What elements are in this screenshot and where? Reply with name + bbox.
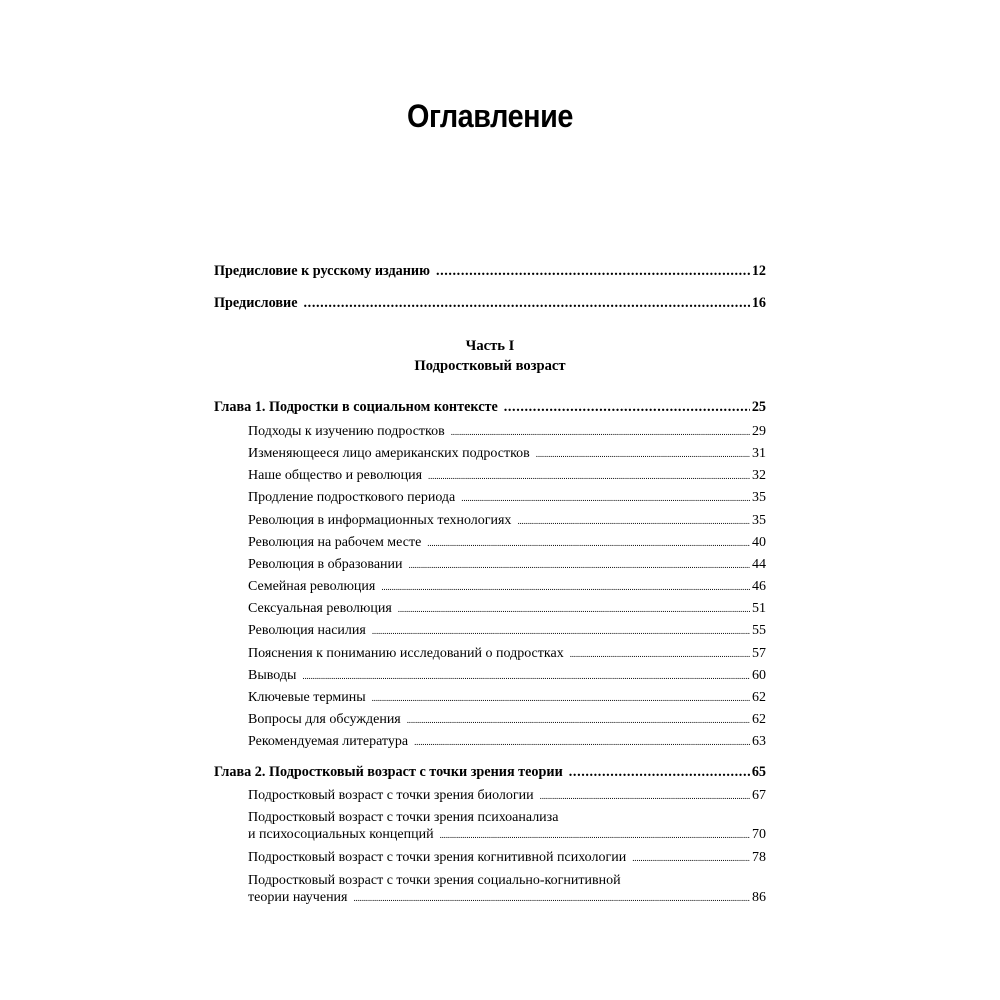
toc-section[interactable] [248,423,766,441]
toc-entry-page: 16 [751,295,766,311]
toc-section-title: и психосоциальных концепций [248,827,434,842]
toc-section-title: Продление подросткового периода [248,490,456,505]
dot-leader [381,579,750,596]
toc-section[interactable] [248,809,766,844]
toc-entry-chapter-1[interactable] [214,399,766,416]
toc-section-title: Вопросы для обсуждения [248,712,401,727]
toc-section[interactable] [248,787,766,805]
toc-section-title: Революция в образовании [248,557,403,572]
toc-section-title-line1: Подростковый возраст с точки зрения социально-когнитивной [248,873,621,888]
toc-section-title: Рекомендуемая литература [248,734,409,749]
toc-section[interactable] [248,667,766,685]
toc-section-title: Революция в информационных технологиях [248,513,512,528]
dot-leader [517,513,750,530]
dot-leader [569,764,750,781]
toc-section-page: 55 [752,623,766,638]
dot-leader [436,263,750,280]
toc-section-page: 70 [752,827,766,842]
toc-section-title: Ключевые термины [248,690,366,705]
toc-entry-title: Глава 1. Подростки в социальном контексте [214,399,498,415]
toc-section-title: Подростковый возраст с точки зрения когнитивной психологии [248,850,627,865]
toc-section[interactable] [248,512,766,530]
toc-section-page: 57 [752,646,766,661]
toc-section-title: Наше общество и революция [248,468,423,483]
toc-section-page: 46 [752,579,766,594]
toc-section-page: 63 [752,734,766,749]
toc-section[interactable] [248,733,766,751]
toc-section-page: 62 [752,712,766,727]
dot-leader [427,535,750,552]
toc-section[interactable] [248,489,766,507]
toc-section-title: теории научения [248,890,348,905]
toc-section[interactable] [248,622,766,640]
toc-section[interactable] [248,689,766,707]
toc-entry-page: 25 [751,399,766,415]
toc-section-page: 35 [752,513,766,528]
toc-section-page: 60 [752,668,766,683]
toc-section-title: Революция на рабочем месте [248,535,422,550]
toc-section-page: 44 [752,557,766,572]
toc-section[interactable] [248,711,766,729]
dot-leader [302,668,750,685]
dot-leader [398,601,750,618]
toc-section[interactable] [248,556,766,574]
dot-leader [540,788,750,805]
toc-section-page: 40 [752,535,766,550]
toc-section-page: 51 [752,601,766,616]
toc-section[interactable] [248,645,766,663]
toc-section-page: 29 [752,424,766,439]
dot-leader [461,490,750,507]
dot-leader [632,850,750,867]
toc-entry-page: 65 [751,764,766,780]
toc-section-page: 32 [752,468,766,483]
toc-section-title: Революция насилия [248,623,366,638]
dot-leader [304,295,750,312]
toc-entry-preface[interactable] [214,295,766,312]
toc-section[interactable] [248,467,766,485]
toc-section-title: Подростковый возраст с точки зрения биологии [248,788,534,803]
dot-leader [504,399,750,416]
toc-section[interactable] [248,445,766,463]
toc-section-title: Пояснения к пониманию исследований о подростках [248,646,564,661]
dot-leader [372,623,750,640]
dot-leader [536,446,750,463]
dot-leader [354,890,751,907]
toc-section-page: 86 [752,890,766,905]
toc-entry-title: Предисловие [214,295,298,311]
toc-section[interactable] [248,849,766,867]
toc-section-title-line1: Подростковый возраст с точки зрения психоанализа [248,810,559,825]
dot-leader [570,646,750,663]
part-label: Часть I [465,338,515,354]
dot-leader [440,827,750,844]
toc-section-page: 31 [752,446,766,461]
toc-entry-title: Глава 2. Подростковый возраст с точки зрения теории [214,764,563,780]
toc-section-page: 67 [752,788,766,803]
dot-leader [451,424,750,441]
toc-section-title: Выводы [248,668,297,683]
dot-leader [372,690,750,707]
toc-section-title: Подходы к изучению подростков [248,424,445,439]
dot-leader [409,557,750,574]
toc-entry-preface-russian[interactable] [214,263,766,280]
toc-section[interactable] [248,534,766,552]
toc-section[interactable] [248,600,766,618]
part-title: Подростковый возраст [414,358,566,374]
toc-section[interactable] [248,578,766,596]
toc-entry-title: Предисловие к русскому изданию [214,263,430,279]
dot-leader [407,712,750,729]
toc-section-title: Семейная революция [248,579,376,594]
toc-section-page: 35 [752,490,766,505]
toc-entry-page: 12 [751,263,766,279]
toc-section-title: Сексуальная революция [248,601,392,616]
toc-section[interactable] [248,872,766,907]
toc-section-page: 78 [752,850,766,865]
dot-leader [414,734,750,751]
toc-section-title: Изменяющееся лицо американских подростков [248,446,530,461]
page-title: Оглавление [407,98,573,134]
dot-leader [428,468,750,485]
toc-entry-chapter-2[interactable] [214,764,766,781]
toc-section-page: 62 [752,690,766,705]
